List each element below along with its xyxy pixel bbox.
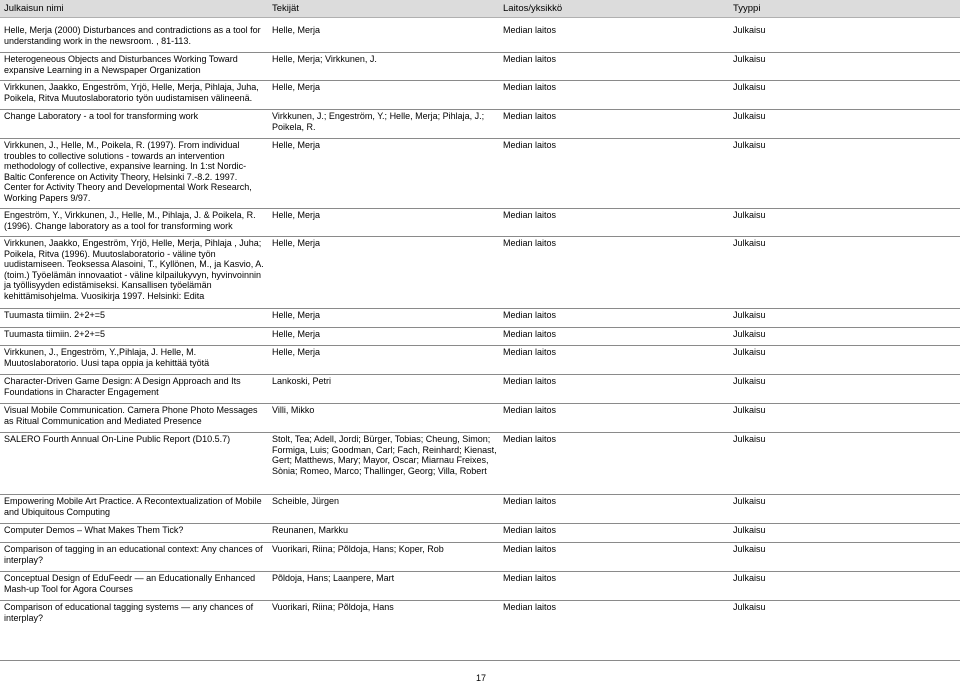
header-name: Julkaisun nimi <box>4 3 64 14</box>
cell-type: Julkaisu <box>733 54 766 64</box>
cell-name: Conceptual Design of EduFeedr — an Educationally Enhanced Mash-up Tool for Agora Courses <box>4 573 256 594</box>
cell-unit: Median laitos <box>503 525 557 535</box>
table-header <box>0 0 960 18</box>
cell-name: Virkkunen, J., Engeström, Y.,Pihlaja, J. Helle, M. Muutoslaboratorio. Uusi tapa oppia ja kehittää työtä <box>4 347 210 368</box>
row-divider <box>0 345 960 346</box>
cell-name: Computer Demos – What Makes Them Tick? <box>4 525 184 535</box>
cell-type: Julkaisu <box>733 525 766 535</box>
cell-type: Julkaisu <box>733 82 766 92</box>
row-divider <box>0 138 960 139</box>
cell-unit: Median laitos <box>503 329 557 339</box>
cell-unit: Median laitos <box>503 496 557 506</box>
header-unit: Laitos/yksikkö <box>503 3 563 14</box>
row-divider <box>0 308 960 309</box>
cell-type: Julkaisu <box>733 347 766 357</box>
cell-type: Julkaisu <box>733 405 766 415</box>
cell-type: Julkaisu <box>733 434 766 444</box>
row-divider <box>0 109 960 110</box>
row-divider <box>0 52 960 53</box>
cell-name: Empowering Mobile Art Practice. A Recontextualization of Mobile and Ubiquitous Computing <box>4 496 262 517</box>
row-divider <box>0 494 960 495</box>
cell-unit: Median laitos <box>503 238 557 248</box>
cell-type: Julkaisu <box>733 310 766 320</box>
cell-type: Julkaisu <box>733 25 766 35</box>
row-divider <box>0 236 960 237</box>
cell-authors: Vuorikari, Riina; Põldoja, Hans; Koper, Rob <box>272 544 444 554</box>
cell-unit: Median laitos <box>503 310 557 320</box>
cell-type: Julkaisu <box>733 140 766 150</box>
cell-unit: Median laitos <box>503 544 557 554</box>
cell-name: Comparison of tagging in an educational context: Any chances of interplay? <box>4 544 263 565</box>
cell-name: Helle, Merja (2000) Disturbances and contradictions as a tool for understanding work in the newsroom. , 81-113. <box>4 25 261 46</box>
cell-unit: Median laitos <box>503 434 557 444</box>
cell-type: Julkaisu <box>733 111 766 121</box>
cell-type: Julkaisu <box>733 238 766 248</box>
row-divider <box>0 80 960 81</box>
cell-name: Tuumasta tiimiin. 2+2+=5 <box>4 310 105 320</box>
cell-unit: Median laitos <box>503 82 557 92</box>
row-divider <box>0 523 960 524</box>
cell-authors: Vuorikari, Riina; Põldoja, Hans <box>272 602 394 612</box>
cell-authors: Villi, Mikko <box>272 405 315 415</box>
cell-name: Virkkunen, Jaakko, Engeström, Yrjö, Helle, Merja, Pihlaja , Juha; Poikela, Ritva (1996). Muutoslaboratorio - väline työn uudistamiseen. Teoksessa Alasoini, T., Kyllönen, M., ja Kasvio, A. (toim.) Työelämän innovaatiot - väline kilpailukyvyn, hyvinvoinnin ja työllisyyden edistämiseksi. Kansallisen työelämän kehittämisohjelma. Vuosikirja 1997. Helsinki: Edita <box>4 238 264 301</box>
cell-authors: Helle, Merja <box>272 210 321 220</box>
row-divider <box>0 432 960 433</box>
row-divider <box>0 374 960 375</box>
cell-authors: Helle, Merja <box>272 347 321 357</box>
cell-type: Julkaisu <box>733 573 766 583</box>
cell-type: Julkaisu <box>733 544 766 554</box>
cell-name: Virkkunen, J., Helle, M., Poikela, R. (1997). From individual troubles to collective solutions - towards an intervention methodology of collective, expansive learning. In 1:st Nordic-Baltic Conference on Activity Theory, Helsinki 7.-8.2. 1997. Center for Activity Theory and Developmental Work Research, Working Papers 9/97. <box>4 140 252 203</box>
cell-authors: Helle, Merja <box>272 82 321 92</box>
cell-name: Heterogeneous Objects and Disturbances Working Toward expansive Learning in a Newspaper Organization <box>4 54 238 75</box>
cell-unit: Median laitos <box>503 376 557 386</box>
cell-unit: Median laitos <box>503 111 557 121</box>
cell-authors: Helle, Merja <box>272 238 321 248</box>
cell-name: Comparison of educational tagging systems — any chances of interplay? <box>4 602 254 623</box>
page-number: 17 <box>476 673 487 683</box>
cell-name: Visual Mobile Communication. Camera Phone Photo Messages as Ritual Communication and Mediated Presence <box>4 405 258 426</box>
cell-authors: Scheible, Jürgen <box>272 496 340 506</box>
cell-authors: Helle, Merja <box>272 310 321 320</box>
row-divider <box>0 600 960 601</box>
cell-unit: Median laitos <box>503 140 557 150</box>
header-type: Tyyppi <box>733 3 761 14</box>
cell-authors: Helle, Merja <box>272 140 321 150</box>
row-divider <box>0 571 960 572</box>
row-divider <box>0 403 960 404</box>
cell-unit: Median laitos <box>503 602 557 612</box>
cell-authors: Helle, Merja; Virkkunen, J. <box>272 54 377 64</box>
row-divider <box>0 327 960 328</box>
cell-authors: Reunanen, Markku <box>272 525 349 535</box>
header-authors: Tekijät <box>272 3 299 14</box>
cell-authors: Stolt, Tea; Adell, Jordi; Bürger, Tobias; Cheung, Simon; Formiga, Luis; Goodman, Carl; Fach, Reinhard; Kienast, Gert; Matthews, Mary; Mayor, Oscar; Miarnau Freixes, Sònia; Romeo, Marco; Thallinger, Georg; Villa, Robert <box>272 434 497 476</box>
cell-authors: Helle, Merja <box>272 25 321 35</box>
cell-unit: Median laitos <box>503 347 557 357</box>
cell-name: Engeström, Y., Virkkunen, J., Helle, M., Pihlaja, J. & Poikela, R. (1996). Change laboratory as a tool for transforming work <box>4 210 256 231</box>
cell-authors: Helle, Merja <box>272 329 321 339</box>
cell-unit: Median laitos <box>503 25 557 35</box>
cell-name: SALERO Fourth Annual On-Line Public Report (D10.5.7) <box>4 434 231 444</box>
cell-unit: Median laitos <box>503 405 557 415</box>
cell-type: Julkaisu <box>733 210 766 220</box>
cell-authors: Lankoski, Petri <box>272 376 332 386</box>
cell-authors: Põldoja, Hans; Laanpere, Mart <box>272 573 395 583</box>
row-divider <box>0 542 960 543</box>
cell-name: Character-Driven Game Design: A Design Approach and Its Foundations in Character Engagement <box>4 376 241 397</box>
cell-type: Julkaisu <box>733 602 766 612</box>
cell-name: Tuumasta tiimiin. 2+2+=5 <box>4 329 105 339</box>
cell-type: Julkaisu <box>733 329 766 339</box>
cell-name: Change Laboratory - a tool for transforming work <box>4 111 199 121</box>
row-divider <box>0 208 960 209</box>
cell-unit: Median laitos <box>503 573 557 583</box>
cell-type: Julkaisu <box>733 496 766 506</box>
cell-name: Virkkunen, Jaakko, Engeström, Yrjö, Helle, Merja, Pihlaja, Juha, Poikela, Ritva Muutoslaboratorio työn uudistamisen välineenä. <box>4 82 259 103</box>
cell-unit: Median laitos <box>503 54 557 64</box>
cell-type: Julkaisu <box>733 376 766 386</box>
cell-unit: Median laitos <box>503 210 557 220</box>
cell-authors: Virkkunen, J.; Engeström, Y.; Helle, Merja; Pihlaja, J.; Poikela, R. <box>272 111 485 132</box>
